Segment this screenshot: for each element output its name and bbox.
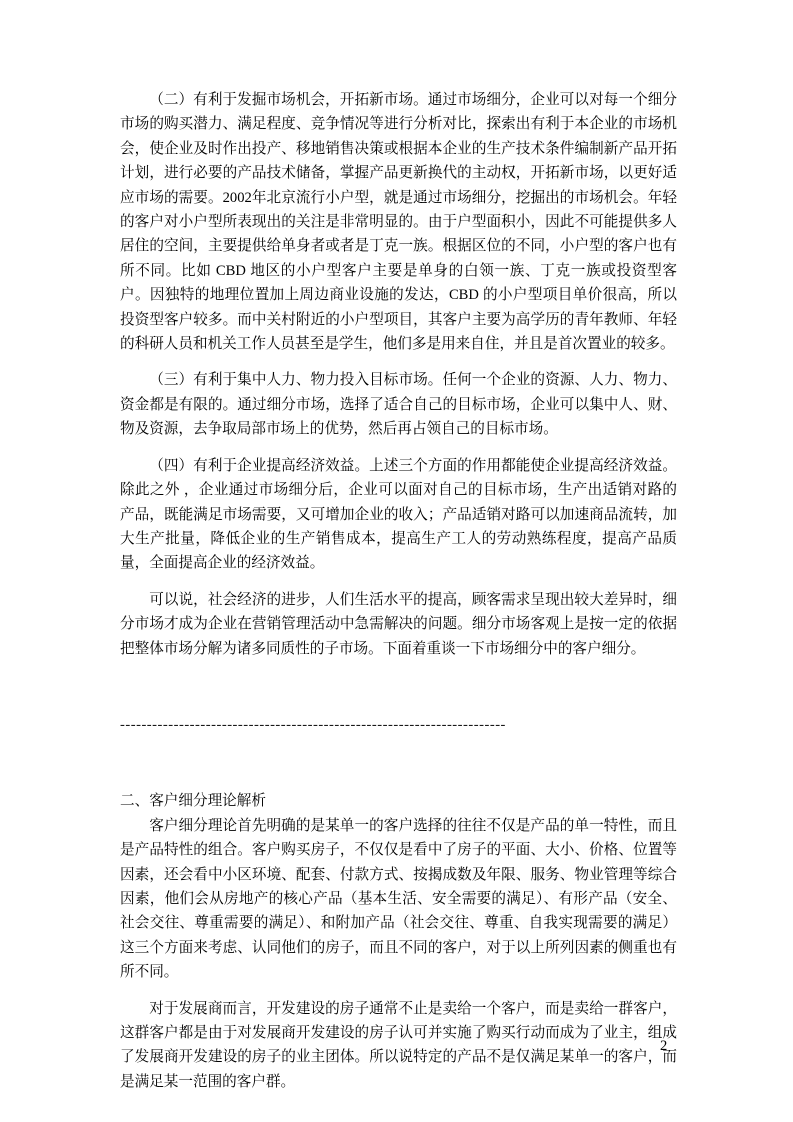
paragraph-economic-benefit: （四）有利于企业提高经济效益。上述三个方面的作用都能使企业提高经济效益。除此之外 ，企业通过市场细分后，企业可以面对自己的目标市场，生产出适销对路的产品，既能满足市场需要，又可增加企业的收入；产品适销对路可以加速商品流转，加大生产批量，降低企业的生产销售成本，提高生产工人的劳动熟练程度，提高产品质量，全面提高企业的经济效益。 [120, 457, 677, 572]
paragraph-segmentation-theory: 客户细分理论首先明确的是某单一的客户选择的往往不仅是产品的单一特性，而且是产品特性的组合。客户购买房子，不仅仅是看中了房子的平面、大小、价格、位置等因素，还会看中小区环境、配套、付款方式、按揭成数及年限、服务、物业管理等综合因素，他们会从房地产的核心产品（基本生活、安全需要的满足）、有形产品（安全、社会交往、尊重需要的满足）、和附加产品（社会交往、尊重、自我实现需要的满足）这三个方面来考虑、认同他们的房子，而且不同的客户，对于以上所列因素的侧重也有所不同。 [120, 817, 677, 981]
page-number: 2 [660, 1038, 668, 1054]
paragraph-developer-perspective: 对于发展商而言，开发建设的房子通常不止是卖给一个客户，而是卖给一群客户，这群客户都是由于对发展商开发建设的房子认可并实施了购买行动而成为了业主，组成了发展商开发建设的房子的业主团体。所以说特定的产品不是仅满足某单一的客户，而是满足某一范围的客户群。 [120, 1000, 677, 1090]
document-body [120, 88, 677, 1094]
paragraph-market-opportunity: （二）有利于发掘市场机会，开拓新市场。通过市场细分，企业可以对每一个细分市场的购买潜力、满足程度、竞争情况等进行分析对比，探索出有利于本企业的市场机会，使企业及时作出投产、移地销售决策或根据本企业的生产技术条件编制新产品开拓计划，进行必要的产品技术储备，掌握产品更新换代的主动权，开拓新市场，以更好适应市场的需要。2002年北京流行小户型，就是通过市场细分，挖掘出的市场机会。年轻的客户对小户型所表现出的关注是非常明显的。由于户型面积小，因此不可能提供多人居住的空间，主要提供给单身者或者是丁克一族。根据区位的不同，小户型的客户也有所不同。比如 CBD 地区的小户型客户主要是单身的白领一族、丁克一族或投资型客户。因独特的地理位置加上周边商业设施的发达，CBD 的小户型项目单价很高，所以投资型客户较多。而中关村附近的小户型项目，其客户主要为高学历的青年教师、年轻的科研人员和机关工作人员甚至是学生，他们多是用来自住，并且是首次置业的较多。 [120, 92, 677, 353]
dashed-divider: ------------------------------------------------------------------------ [120, 716, 506, 733]
paragraph-summary: 可以说，社会经济的进步，人们生活水平的提高，顾客需求呈现出较大差异时，细分市场才成为企业在营销管理活动中急需解决的问题。细分市场客观上是按一定的依据把整体市场分解为诸多同质性的子市场。下面着重谈一下市场细分中的客户细分。 [120, 591, 677, 657]
paragraph-focus-resources: （三）有利于集中人力、物力投入目标市场。任何一个企业的资源、人力、物力、资金都是有限的。通过细分市场，选择了适合自己的目标市场，企业可以集中人、财、物及资源，去争取局部市场上的优势，然后再占领自己的目标市场。 [120, 372, 677, 438]
section-heading-customer-segmentation: 二、客户细分理论解析 [120, 793, 266, 810]
